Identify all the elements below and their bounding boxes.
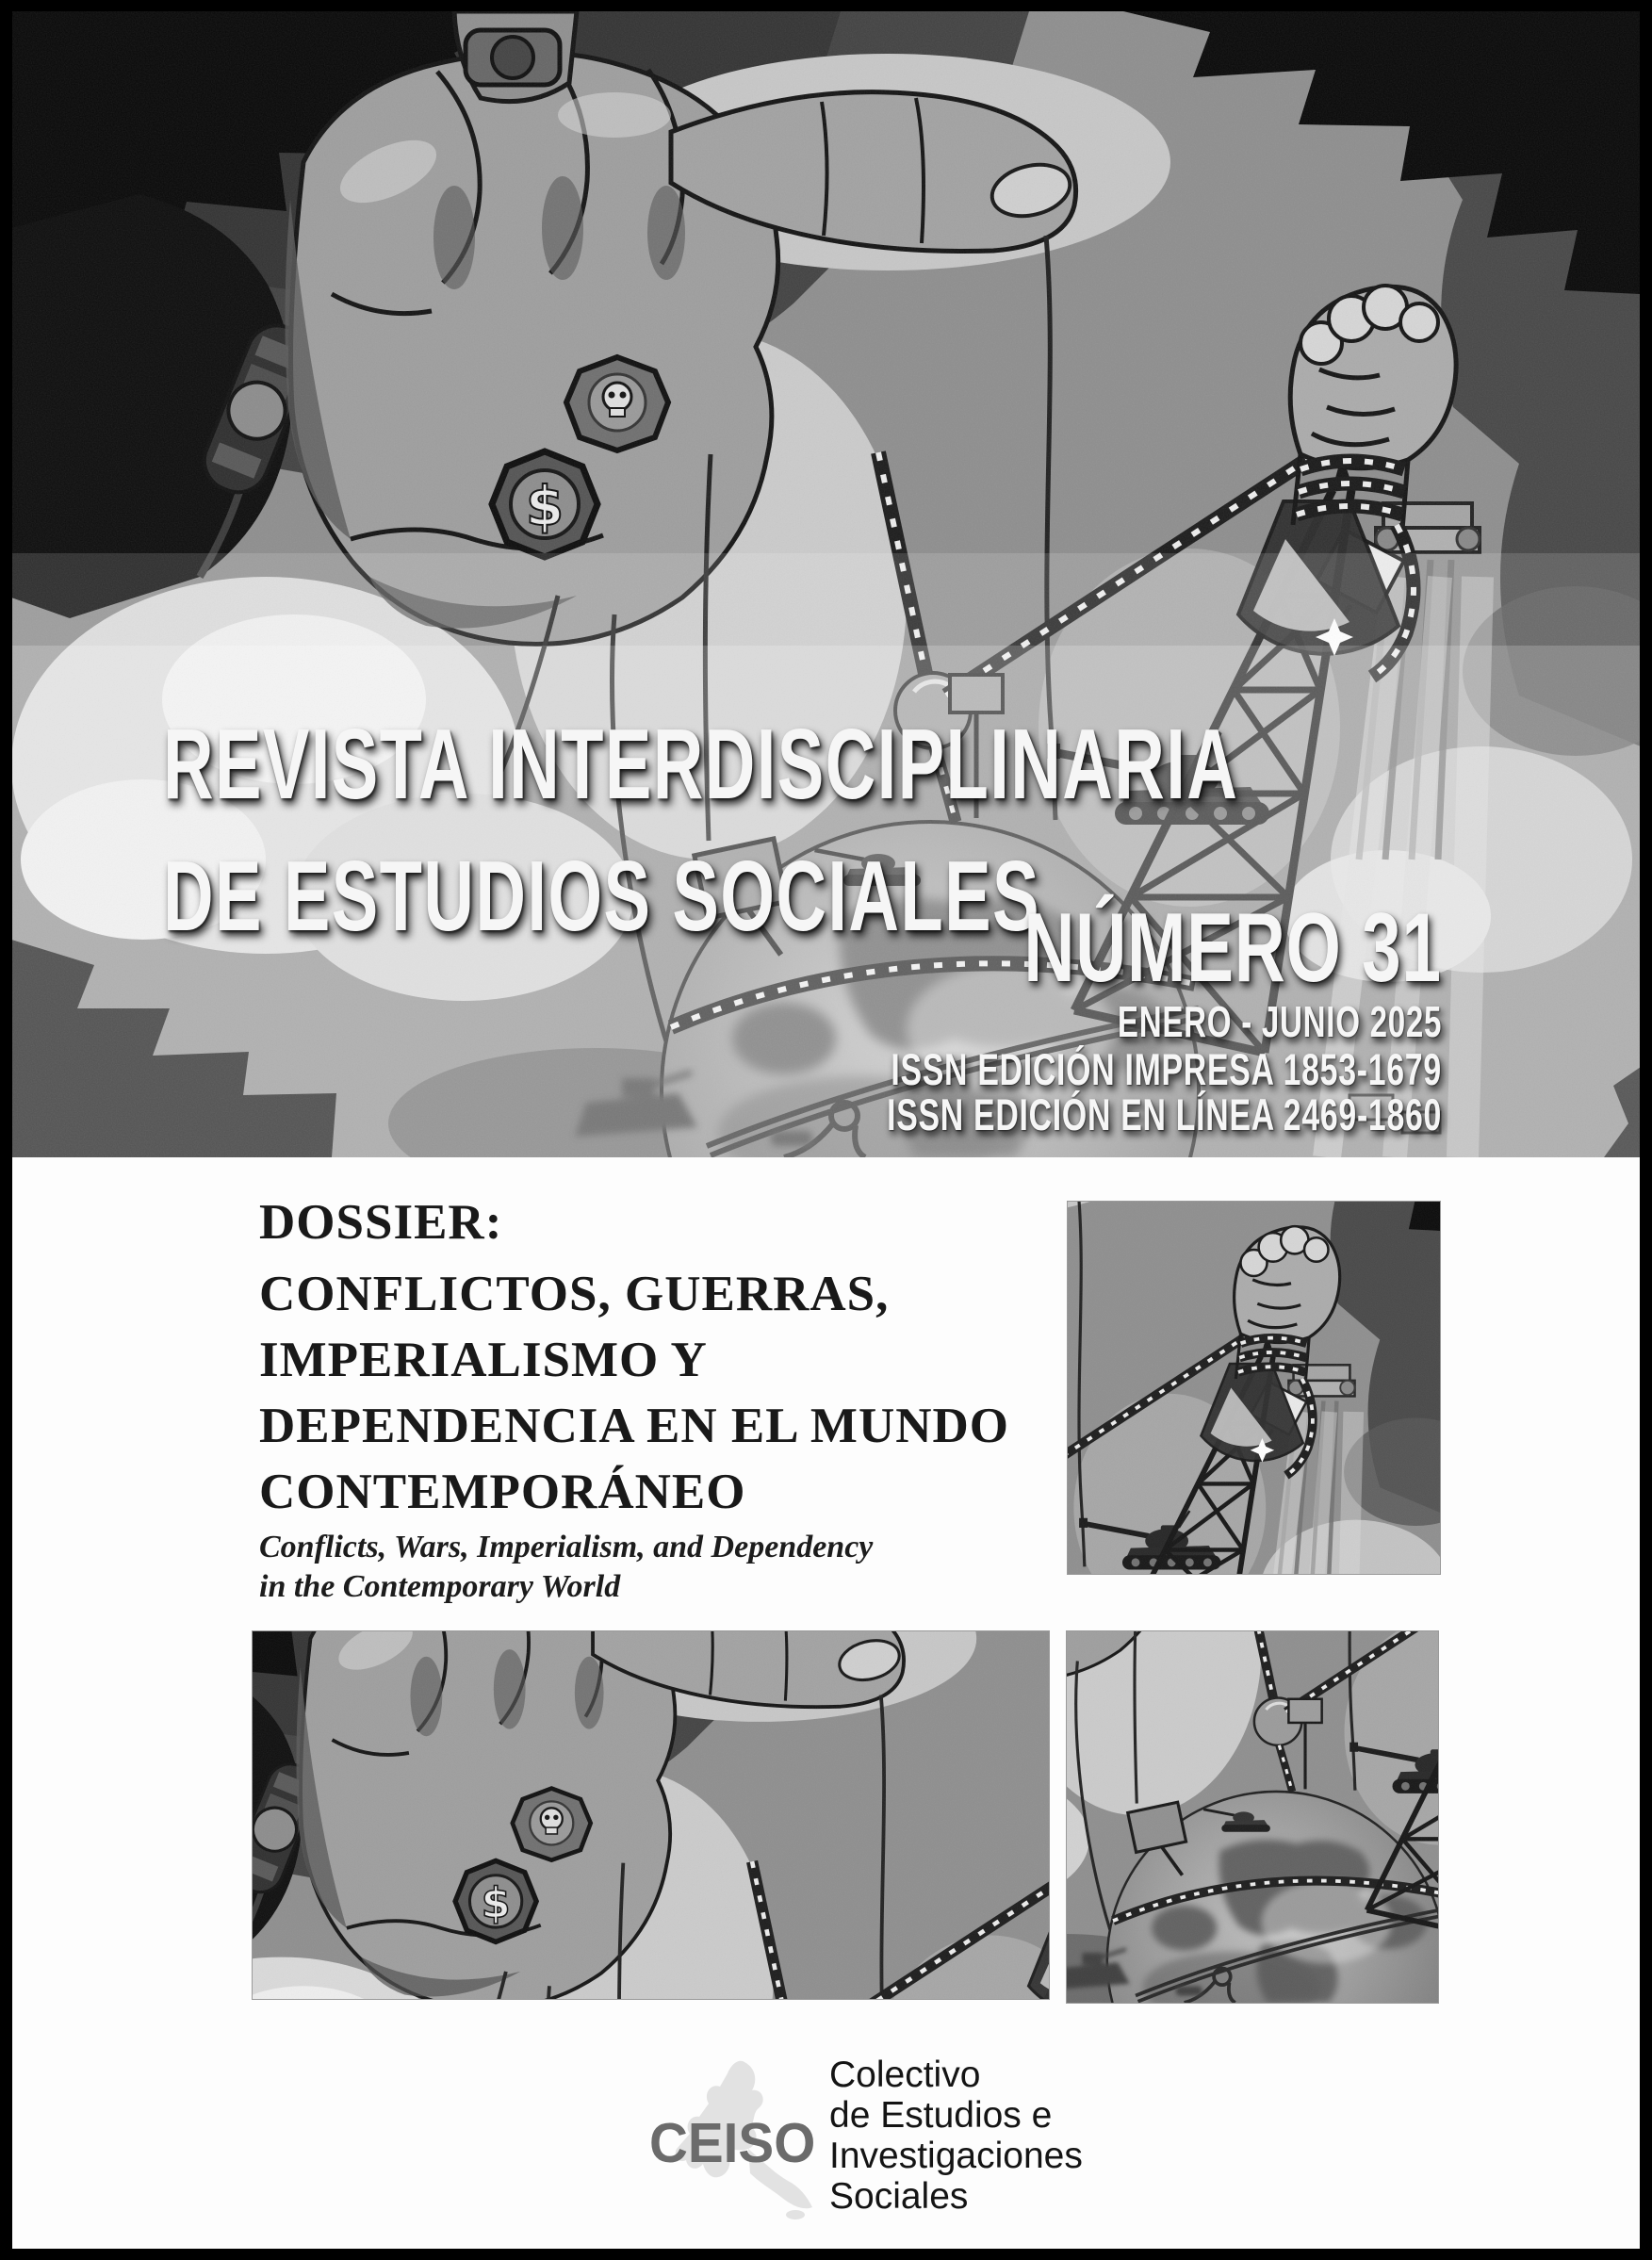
journal-title-line2: DE ESTUDIOS SOCIALES xyxy=(163,841,1040,952)
publisher-name-line: Colectivo xyxy=(829,2055,981,2095)
publisher-name-line: de Estudios e xyxy=(829,2095,1053,2136)
dossier-title-line: CONTEMPORÁNEO xyxy=(259,1465,746,1519)
issue-number: NÚMERO 31 xyxy=(1023,893,1442,1003)
dossier-title-line: IMPERIALISMO Y xyxy=(259,1333,708,1387)
dossier-label: DOSSIER: xyxy=(259,1195,503,1250)
thumbnail-globe xyxy=(1067,1631,1438,2003)
publisher-name-line: Investigaciones xyxy=(829,2136,1083,2176)
publisher-acronym: CEISO xyxy=(649,2112,816,2174)
dossier-title-line: DEPENDENCIA EN EL MUNDO xyxy=(259,1399,1010,1453)
issue-period: ENERO - JUNIO 2025 xyxy=(1117,997,1442,1046)
issn-online: ISSN EDICIÓN EN LÍNEA 2469-1860 xyxy=(886,1089,1442,1139)
dossier-subtitle-line: in the Contemporary World xyxy=(259,1569,621,1604)
main-artwork xyxy=(12,11,1640,1157)
dossier-subtitle-line: Conflicts, Wars, Imperialism, and Dependency xyxy=(259,1530,874,1564)
cover-content xyxy=(12,11,1640,2249)
dossier-title-line: CONFLICTOS, GUERRAS, xyxy=(259,1267,890,1321)
journal-title-line1: REVISTA INTERDISCIPLINARIA xyxy=(163,709,1239,820)
thumbnail-puppet-hand xyxy=(253,1631,1049,1999)
issn-print: ISSN EDICIÓN IMPRESA 1853-1679 xyxy=(891,1044,1442,1094)
publisher-name-line: Sociales xyxy=(829,2176,969,2217)
thumbnail-bound-fist xyxy=(1068,1202,1440,1574)
